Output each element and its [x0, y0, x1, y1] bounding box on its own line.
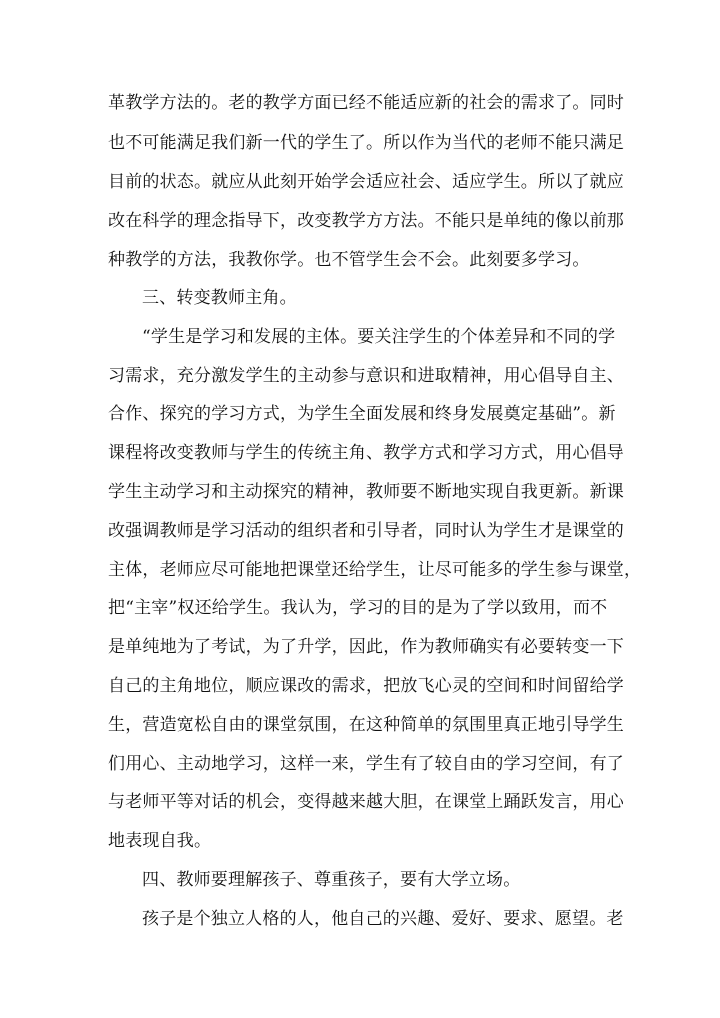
text-line: 课程将改变教师与学生的传统主角、教学方式和学习方式，用心倡导: [108, 443, 624, 463]
text-line: 也不可能满足我们新一代的学生了。所以作为当代的老师不能只满足: [108, 133, 624, 153]
section-heading: 三、转变教师主角。: [142, 288, 297, 308]
text-line: 主体，老师应尽可能地把课堂还给学生，让尽可能多的学生参与课堂，: [108, 560, 642, 580]
text-line: 自己的主角地位，顺应课改的需求，把放飞心灵的空间和时间留给学: [108, 676, 624, 696]
text-line: 习需求，充分激发学生的主动参与意识和进取精神，用心倡导自主、: [108, 366, 624, 386]
text-line: 把“主宰”权还给学生。我认为，学习的目的是为了学以致用，而不: [108, 598, 608, 618]
text-line: 学生主动学习和主动探究的精神，教师要不断地实现自我更新。新课: [108, 482, 624, 502]
paragraph-first-line: 孩子是个独立人格的人，他自己的兴趣、爱好、要求、愿望。老: [142, 909, 624, 929]
paragraph-first-line: “学生是学习和发展的主体。要关注学生的个体差异和不同的学: [142, 327, 616, 347]
text-line: 合作、探究的学习方式，为学生全面发展和终身发展奠定基础”。新: [108, 404, 616, 424]
section-heading: 四、教师要理解孩子、尊重孩子，要有大学立场。: [142, 870, 521, 890]
text-line: 们用心、主动地学习，这样一来，学生有了较自由的学习空间，有了: [108, 754, 624, 774]
text-line: 生，营造宽松自由的课堂氛围，在这种简单的氛围里真正地引导学生: [108, 715, 624, 735]
text-line: 种教学的方法，我教你学。也不管学生会不会。此刻要多学习。: [108, 250, 590, 270]
text-line: 是单纯地为了考试，为了升学，因此，作为教师确实有必要转变一下: [108, 637, 624, 657]
text-line: 地表现自我。: [108, 831, 212, 851]
text-line: 改强调教师是学习活动的组织者和引导者，同时认为学生才是课堂的: [108, 521, 624, 541]
text-line: 目前的状态。就应从此刻开始学会适应社会、适应学生。所以了就应: [108, 172, 624, 192]
text-line: 改在科学的理念指导下，改变教学方方法。不能只是单纯的像以前那: [108, 211, 624, 231]
text-line: 与老师平等对话的机会，变得越来越大胆，在课堂上踊跃发言，用心: [108, 792, 624, 812]
text-line: 革教学方法的。老的教学方面已经不能适应新的社会的需求了。同时: [108, 93, 624, 113]
